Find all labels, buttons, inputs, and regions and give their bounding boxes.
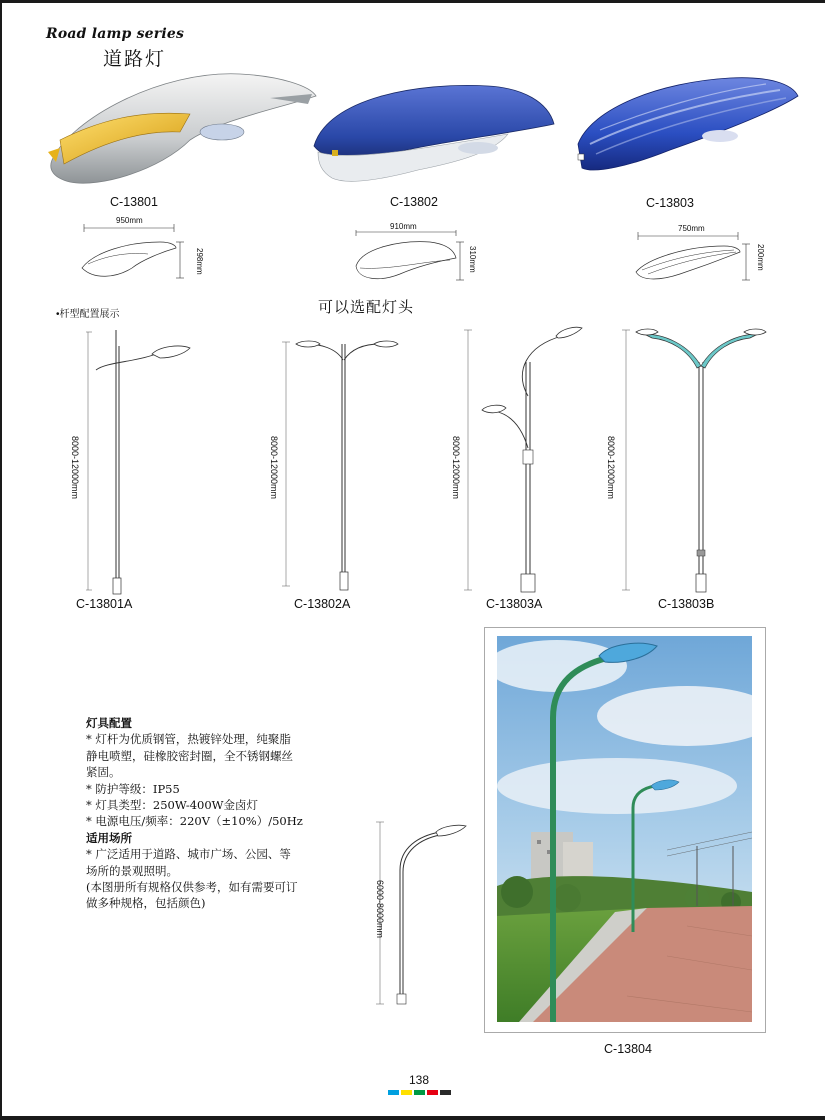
spec-block (86, 715, 346, 912)
lamp-head-13803-image (570, 70, 806, 182)
head-height-13801: 298mm (195, 248, 204, 275)
photo-model-13804: C-13804 (604, 1042, 652, 1056)
photo-frame (484, 627, 766, 1033)
pole-drawing-13801A (86, 326, 198, 596)
lamp-head-13801-image (40, 60, 330, 200)
page-number: 138 (409, 1073, 430, 1087)
pole-drawing-13803B (604, 322, 774, 596)
optional-heads-text: 可以选配灯头 (318, 299, 415, 316)
dimension-drawing-13803 (628, 230, 756, 286)
spec-line: * 防护等级：IP55 (86, 781, 180, 796)
swatch (401, 1090, 412, 1095)
dimension-drawing-13802 (350, 230, 470, 286)
street-lamp-photo (497, 636, 752, 1022)
pole-height-13803B: 8000-12000mm (606, 436, 616, 500)
top-border (0, 0, 825, 3)
color-swatches (388, 1090, 451, 1095)
lamp-head-13802-image (308, 78, 560, 190)
spec-line: 做多种规格，包括颜色) (86, 896, 206, 911)
head-height-13802: 310mm (468, 246, 477, 273)
pole-drawing-13804 (374, 818, 474, 1008)
pole-section-label: •杆型配置展示 (56, 309, 120, 320)
head-width-13802: 910mm (390, 222, 417, 231)
spec-line: * 灯杆为优质钢管，热镀锌处理，纯聚脂 (86, 732, 291, 747)
spec-line: 静电喷塑，硅橡胶密封圈，全不锈钢螺丝 (86, 748, 293, 763)
pole-drawing-13803A (462, 322, 594, 596)
spec-line: 场所的景观照明。 (86, 863, 178, 878)
head-model-13802: C-13802 (390, 195, 438, 209)
spec-line: * 电源电压/频率：220V（±10%）/50Hz (86, 814, 303, 829)
swatch (388, 1090, 399, 1095)
swatch (414, 1090, 425, 1095)
spec-line: (本图册所有规格仅供参考，如有需要可订 (86, 880, 298, 895)
pole-height-13801A: 8000-12000mm (70, 436, 80, 500)
head-width-13803: 750mm (678, 224, 705, 233)
pole-model-13803B: C-13803B (658, 597, 715, 611)
bottom-border (0, 1116, 825, 1120)
pole-height-13804: 6000-8000mm (375, 880, 385, 939)
spec-heading-config: 灯具配置 (86, 716, 132, 730)
left-border (0, 0, 2, 1120)
pole-model-13802A: C-13802A (294, 597, 351, 611)
pole-drawing-13802A (280, 334, 400, 594)
spec-heading-usage: 适用场所 (86, 830, 132, 845)
pole-model-13803A: C-13803A (486, 597, 543, 611)
dimension-drawing-13801 (76, 224, 196, 284)
series-title-en: Road lamp series (46, 26, 185, 42)
pole-height-13802A: 8000-12000mm (269, 436, 279, 500)
head-model-13803: C-13803 (646, 196, 694, 210)
pole-height-13803A: 8000-12000mm (451, 436, 461, 500)
head-model-13801: C-13801 (110, 195, 158, 209)
spec-line: 紧固。 (86, 765, 121, 780)
head-height-13803: 200mm (756, 244, 765, 271)
swatch (427, 1090, 438, 1095)
series-title-cn: 道路灯 (103, 49, 167, 70)
spec-line: * 灯具类型：250W-400W金卤灯 (86, 798, 258, 813)
spec-line: * 广泛适用于道路、城市广场、公园、等 (86, 847, 291, 862)
pole-model-13801A: C-13801A (76, 597, 133, 611)
head-width-13801: 950mm (116, 216, 143, 225)
swatch (440, 1090, 451, 1095)
